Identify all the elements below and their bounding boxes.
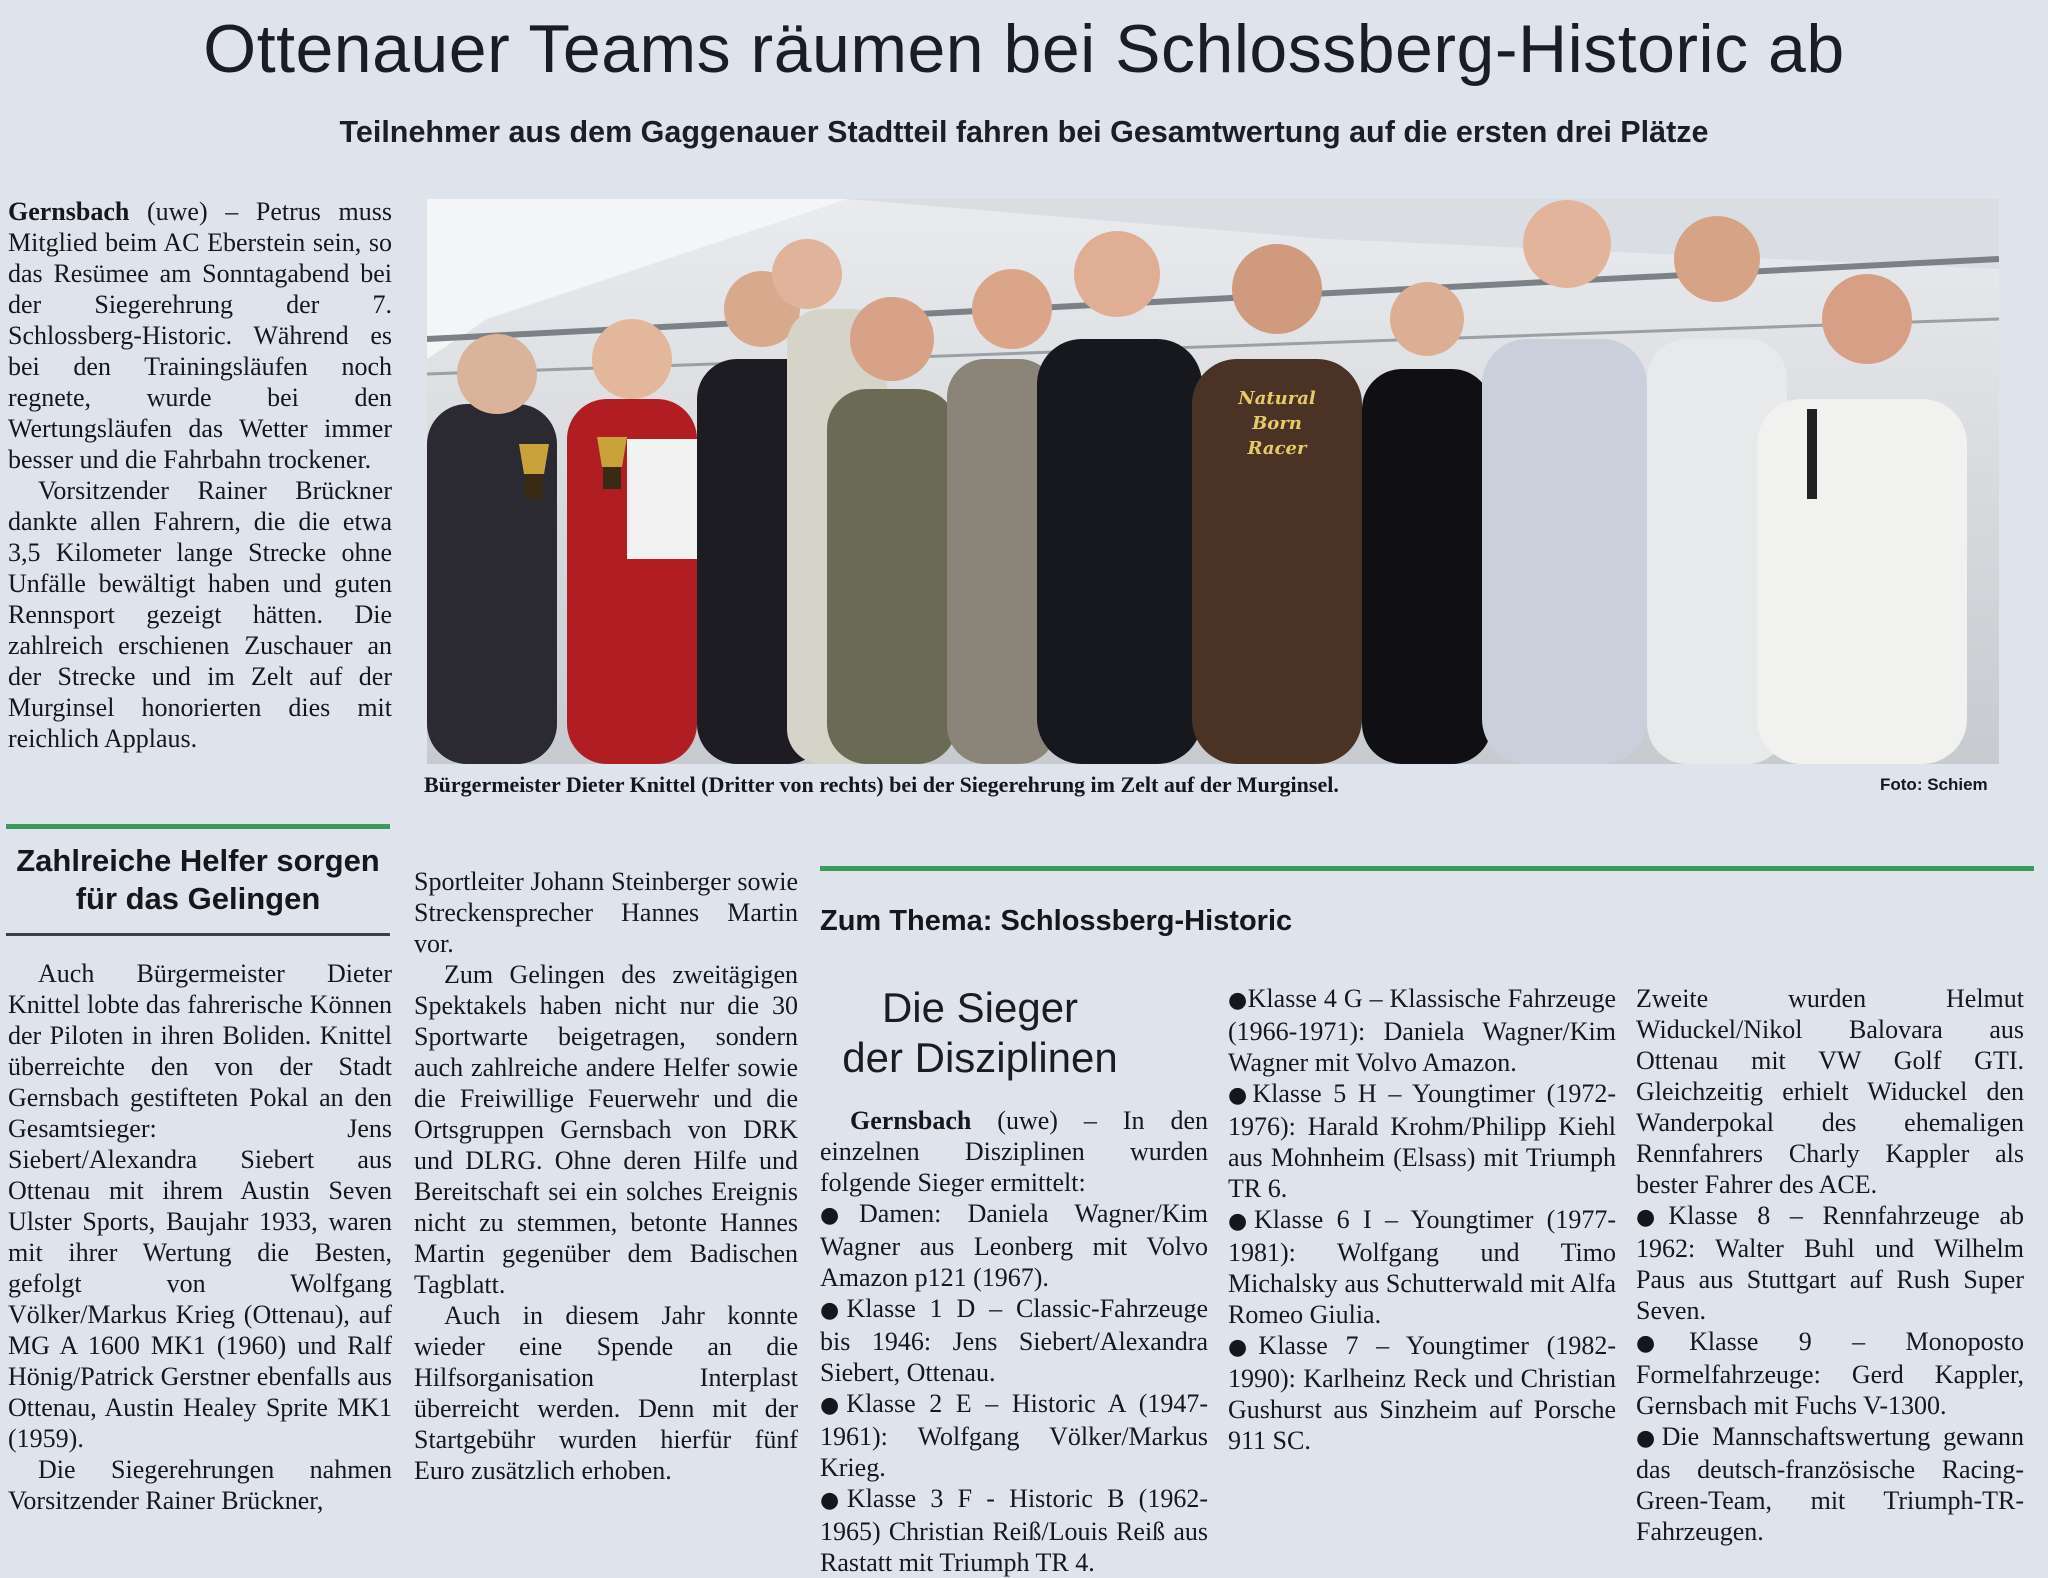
winners-title-line-2: der Disziplinen <box>842 1034 1118 1081</box>
winners-col4-item-2 <box>1636 1421 2024 1547</box>
topic-label: Zum Thema: Schlossberg-Historic <box>820 905 1293 937</box>
helpers-top-rule <box>6 824 390 829</box>
person-12 <box>1757 399 1967 764</box>
bullet-icon: ● <box>820 1488 847 1513</box>
helpers-paragraph-2: Die Siegerehrungen nahmen Vorsitzender Rainer Brückner, <box>8 1455 392 1515</box>
bullet-icon: ● <box>820 1393 847 1418</box>
bullet-icon: ● <box>1636 1331 1690 1356</box>
person-10-head <box>1523 200 1611 288</box>
intro-column <box>8 196 392 754</box>
winners-item-6 <box>1228 1204 1616 1330</box>
winners-col4-item-2-text: Die Mannschaftswertung gewann das deutsch-französische Racing-Green-Team, mit Triumph-TR-Fahrzeugen. <box>1636 1422 2025 1546</box>
photo-caption: Bürgermeister Dieter Knittel (Dritter von rechts) bei der Siegerehrung im Zelt auf der Murginsel. <box>424 772 1339 797</box>
person-2-shirt <box>627 439 707 559</box>
bullet-icon: ● <box>1228 1335 1259 1360</box>
trophy-1-base <box>525 474 543 499</box>
winners-item-7 <box>1228 1330 1616 1456</box>
winners-column-2 <box>1228 983 1616 1456</box>
winners-item-4-text: Klasse 4 G – Klassische Fahrzeuge (1966-1971): Daniela Wagner/Kim Wagner mit Volvo Amazon. <box>1228 984 1616 1077</box>
helpers-column-1 <box>8 958 392 1516</box>
person-11-head <box>1674 216 1760 302</box>
bullet-icon: ● <box>1636 1426 1662 1451</box>
intro-text-1: (uwe) – Petrus muss Mitglied beim AC Eberstein sein, so das Resümee am Sonntagabend bei der Siegerehrung der 7. Schlossberg-Historic. Während es bei den Trainingsläufen noch regnete, wurde bei den Wertungsläufen das Wetter immer besser und die Fahrbahn trockener. <box>8 197 392 474</box>
bullet-icon: ● <box>1636 1205 1669 1230</box>
winners-column-1 <box>820 1105 1208 1578</box>
person-8-head <box>1232 244 1322 334</box>
person-7 <box>1037 339 1202 764</box>
shirt-text-natural: Natural <box>1238 388 1316 409</box>
helpers-paragraph-1: Auch Bürgermeister Dieter Knittel lobte das fahrerische Können der Piloten in ihren Boliden. Knittel überreichte den von der Stadt Gernsbach gestifteten Pokal an den Gesamtsieger: Jens Siebert/Alexandra Siebert aus Ottenau mit ihrem Austin Seven Ulster Sports, Baujahr 1933, waren mit ihrer Wertung die Besten, gefolgt von Wolfgang Völker/Markus Krieg (Ottenau), auf MG A 1600 MK1 (1960) und Ralf Hönig/Patrick Gerstner ebenfalls aus Ottenau, Austin Healey Sprite MK1 (1959). <box>8 959 392 1453</box>
winners-item-3-text: Klasse 3 F - Historic B (1962-1965) Christian Reiß/Louis Reiß aus Rastatt mit Triumph TR 4. <box>820 1484 1208 1577</box>
person-9 <box>1362 369 1492 764</box>
photo-illustration <box>427 199 1999 764</box>
winners-intro-text: (uwe) – In den einzelnen Disziplinen wurden folgende Sieger ermittelt: <box>820 1106 1208 1197</box>
person-7-head <box>1074 231 1160 317</box>
shirt-text-racer: Racer <box>1247 438 1307 459</box>
trophy-1 <box>519 444 549 474</box>
person-10 <box>1482 339 1647 764</box>
bullet-icon: ● <box>820 1298 847 1323</box>
winners-col4-item-1-text: Klasse 9 – Monoposto Formelfahrzeuge: Gerd Kappler, Gernsbach mit Fuchs V-1300. <box>1636 1327 2024 1420</box>
award-ceremony-photo <box>427 199 1999 764</box>
bullet-icon: ● <box>1228 1083 1253 1108</box>
person-2-head <box>592 319 672 399</box>
winners-title-line-1: Die Sieger <box>881 984 1079 1031</box>
helpers-bottom-rule <box>6 933 390 936</box>
person-1-head <box>457 334 537 414</box>
bullet-icon: ● <box>1228 988 1248 1013</box>
person-4-head <box>772 239 842 309</box>
winners-col4-item-0-text: Klasse 8 – Rennfahrzeuge ab 1962: Walter Buhl und Wilhelm Paus aus Stuttgart auf Rush Super Seven. <box>1636 1201 2024 1325</box>
winners-item-4 <box>1228 983 1616 1078</box>
winners-col4-item-0 <box>1636 1200 2024 1326</box>
winners-col4-item-1 <box>1636 1326 2024 1421</box>
winners-item-5-text: Klasse 5 H – Youngtimer (1972-1976): Harald Krohm/Philipp Kiehl aus Mohnheim (Elsass) mit Triumph TR 6. <box>1228 1079 1616 1203</box>
person-6-head <box>972 269 1052 349</box>
intro-dateline: Gernsbach <box>8 197 130 226</box>
helpers-column-2 <box>414 866 798 1486</box>
bullet-icon: ● <box>1228 1209 1255 1234</box>
winners-item-1-text: Klasse 1 D – Classic-Fahrzeuge bis 1946: Jens Siebert/Alexandra Siebert, Ottenau. <box>820 1294 1208 1387</box>
winners-column-3 <box>1636 983 2024 1547</box>
winners-item-1 <box>820 1293 1208 1388</box>
intro-paragraph-2: Vorsitzender Rainer Brückner dankte allen Fahrern, die die etwa 3,5 Kilometer lange Strecke ohne Unfälle bewältigt haben und guten Rennsport gezeigt hätten. Die zahlreich erschienen Zuschauer an der Strecke und im Zelt auf der Murginsel honorierten dies mit reichlich Applaus. <box>8 476 392 753</box>
person-9-head <box>1390 282 1464 356</box>
photo-credit: Foto: Schiem <box>1880 775 1988 794</box>
microphone <box>1807 409 1817 499</box>
trophy-2-base <box>603 467 621 489</box>
intro-paragraph-1 <box>8 196 392 475</box>
shirt-text-born: Born <box>1252 413 1302 434</box>
winners-item-0 <box>820 1198 1208 1293</box>
winners-item-6-text: Klasse 6 I – Youngtimer (1977-1981): Wolfgang und Timo Michalsky aus Schutterwald mit Alfa Romeo Giulia. <box>1228 1205 1617 1329</box>
winners-col4-lead: Zweite wurden Helmut Widuckel/Nikol Balovara aus Ottenau mit VW Golf GTI. Gleichzeitig erhielt Widuckel den Wanderpokal des ehemaligen Rennfahrers Charly Kappler als bester Fahrer des ACE. <box>1636 984 2024 1199</box>
winners-title <box>820 983 1140 1083</box>
winners-item-2 <box>820 1388 1208 1483</box>
helpers-paragraph-4: Zum Gelingen des zweitägigen Spektakels haben nicht nur die 30 Sportwarte beigetragen, sondern auch zahlreiche andere Helfer sowie die Freiwillige Feuerwehr und die Ortsgruppen Gernsbach von DRK und DLRG. Ohne deren Hilfe und Bereitschaft sei ein solches Ereignis nicht zu stemmen, betonte Hannes Martin gegenüber dem Badischen Tagblatt. <box>414 960 798 1299</box>
bullet-icon: ● <box>820 1203 860 1228</box>
helpers-paragraph-3: Sportleiter Johann Steinberger sowie Streckensprecher Hannes Martin vor. <box>414 867 798 958</box>
person-12-head <box>1822 274 1912 364</box>
person-5-head <box>850 297 934 381</box>
winners-item-7-text: Klasse 7 – Youngtimer (1982-1990): Karlheinz Reck und Christian Gushurst aus Sinzheim auf Porsche 911 SC. <box>1228 1331 1616 1455</box>
helpers-paragraph-5: Auch in diesem Jahr konnte wieder eine Spende an die Hilfsorganisation Interplast überreicht werden. Denn mit der Startgebühr wurden hierfür fünf Euro zusätzlich erhoben. <box>414 1301 798 1485</box>
topic-top-rule <box>820 866 2034 871</box>
trophy-2 <box>597 437 627 467</box>
winners-item-0-text: Damen: Daniela Wagner/Kim Wagner aus Leonberg mit Volvo Amazon p121 (1967). <box>820 1199 1208 1292</box>
subheadline: Teilnehmer aus dem Gaggenauer Stadtteil fahren bei Gesamtwertung auf die ersten drei Plätze <box>339 115 1709 149</box>
winners-intro <box>820 1105 1208 1198</box>
winners-item-2-text: Klasse 2 E – Historic A (1947-1961): Wolfgang Völker/Markus Krieg. <box>820 1389 1209 1482</box>
helpers-heading: Zahlreiche Helfer sorgen für das Gelingen <box>16 843 380 916</box>
person-5 <box>827 389 957 764</box>
winners-item-3 <box>820 1483 1208 1578</box>
headline: Ottenauer Teams räumen bei Schlossberg-Historic ab <box>203 11 1845 87</box>
winners-dateline: Gernsbach <box>850 1106 972 1135</box>
winners-item-5 <box>1228 1078 1616 1204</box>
